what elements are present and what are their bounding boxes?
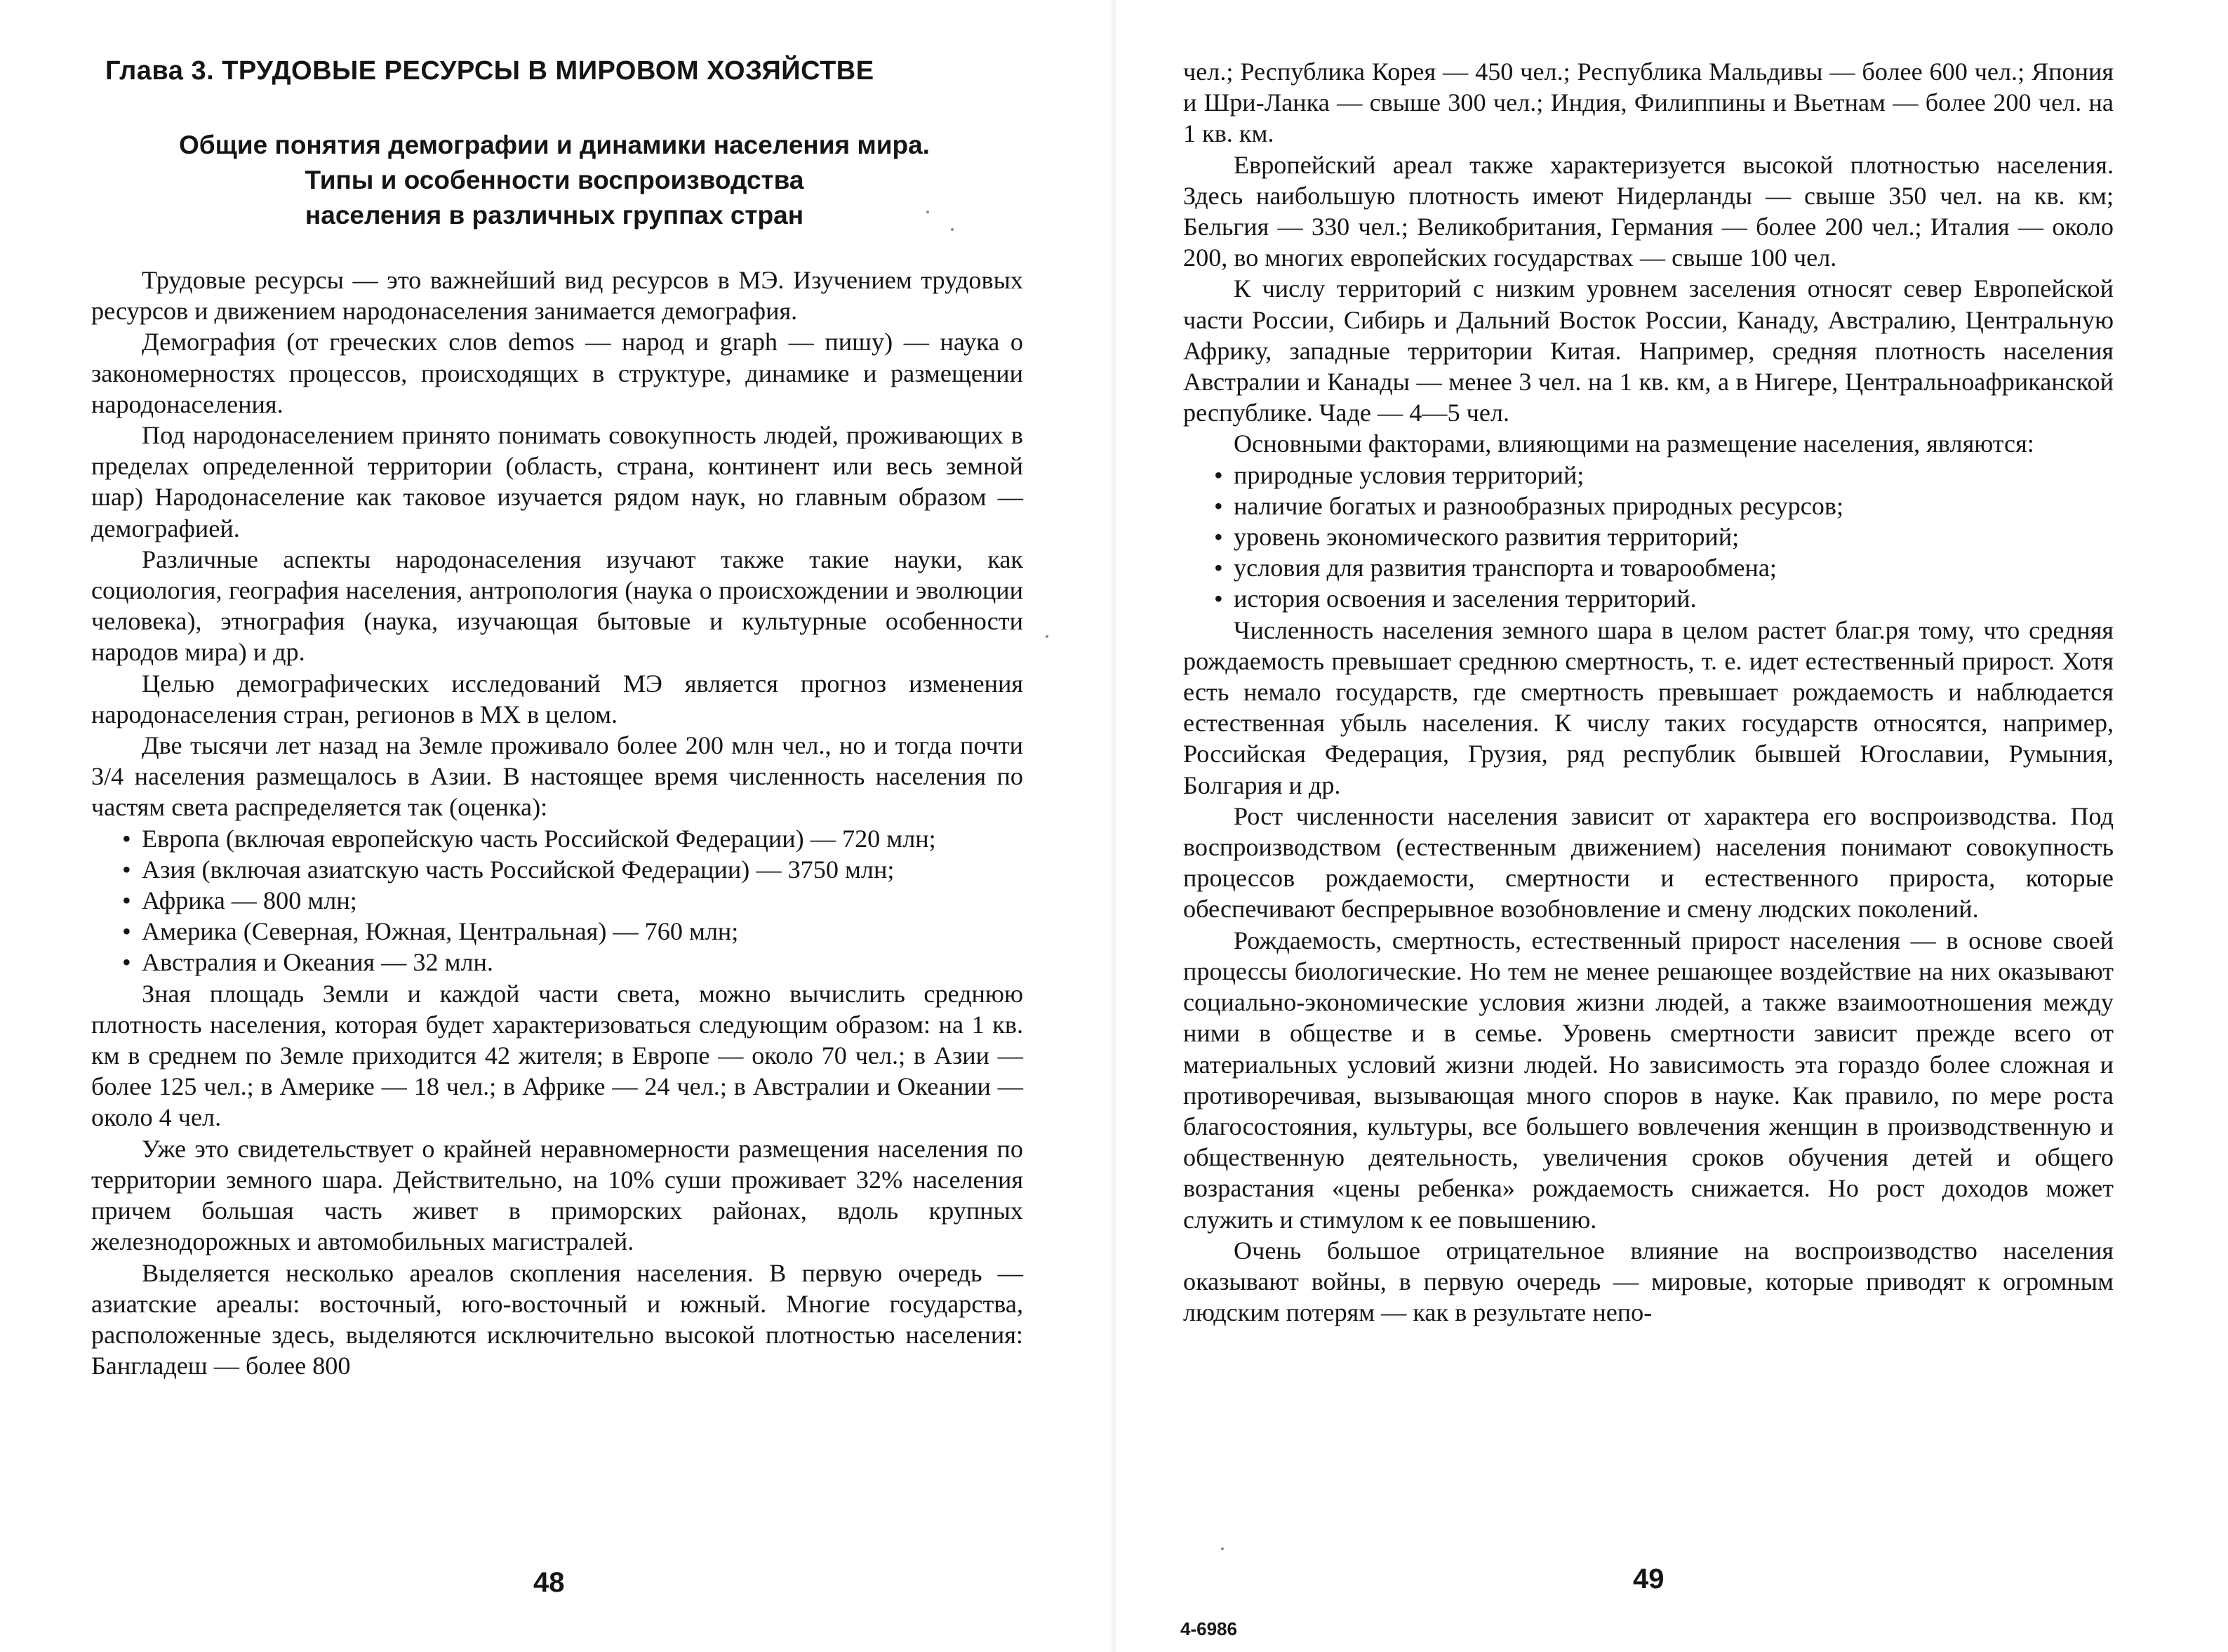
paragraph: Очень большое отрицательное влияние на воспроизводство населения оказывают войны, в первую очередь — мировые, которые приводят к огромным людским потерям — как в результате непо- [1183, 1236, 2114, 1327]
scan-speck [1046, 635, 1048, 638]
bullet-icon: • [122, 948, 131, 977]
scan-speck [926, 211, 929, 213]
list-item: • история освоения и заселения территорий. [1183, 583, 2114, 614]
list-item: • Азия (включая азиатскую часть Российской Федерации) — 3750 млн; [91, 854, 1023, 885]
section-title-line: населения в различных группах стран [305, 201, 804, 229]
population-by-region-list [91, 823, 1023, 978]
scan-speck [951, 228, 954, 231]
section-title-line: Общие понятия демографии и динамики населения мира. [179, 131, 930, 159]
paragraph: Численность населения земного шара в целом растет благ.ря тому, что средняя рождаемость превышает среднюю смертность, т. е. идет естественный прирост. Хотя есть немало государств, где смертность превышает рождаемость и наблюдается естественная убыль населения. К числу таких государств относятся, например, Российская Федерация, Грузия, ряд республик бывшей Югославии, Румыния, Болгария и др. [1183, 615, 2114, 799]
paragraph: Различные аспекты народонаселения изучают также такие науки, как социология, география населения, антропология (наука о происхождении и эволюции человека), этнография (наука, изучающая бытовые и культурные особенности народов мира) и др. [91, 545, 1023, 667]
paragraph: Под народонаселением принято понимать совокупность людей, проживающих в пределах определенной территории (область, страна, континент или весь земной шар) Народонаселение как таковое изучается рядом наук, но главным образом — демографией. [91, 421, 1023, 542]
paragraph-continuation: чел.; Республика Корея — 450 чел.; Республика Мальдивы — более 600 чел.; Япония и Шри-Ланка — свыше 300 чел.; Индия, Филиппины и Вьетнам — более 200 чел. на 1 кв. км. [1183, 58, 2114, 148]
bullet-icon: • [1214, 460, 1223, 489]
paragraph: К числу территорий с низким уровнем заселения относят север Европейской части России, Сибирь и Дальний Восток России, Канаду, Австралию, Центральную Африку, западные территории Китая. Например, средняя плотность населения Австралии и Канады — менее 3 чел. на 1 кв. км, а в Нигере, Центральноафриканской республике. Чаде — 4—5 чел. [1183, 274, 2114, 427]
paragraph: Две тысячи лет назад на Земле проживало более 200 млн чел., но и тогда почти 3/4 населения размещалось в Азии. В настоящее время численность населения по частям света распределяется так (оценка): [91, 731, 1023, 822]
bullet-icon: • [122, 824, 131, 853]
section-title-line: Типы и особенности воспроизводства [305, 166, 804, 194]
list-item: • Африка — 800 млн; [91, 885, 1023, 916]
left-text-column [91, 265, 1023, 1381]
paragraph: Демография (от греческих слов demos — народ и graph — пишу) — наука о закономерностях процессов, происходящих в структуре, динамике и размещении народонаселения. [91, 328, 1023, 418]
list-item: • условия для развития транспорта и товарообмена; [1183, 552, 2114, 583]
paragraph: Европейский ареал также характеризуется высокой плотностью населения. Здесь наибольшую плотность имеют Нидерланды — свыше 350 чел. на кв. км; Бельгия — 330 чел.; Великобритания, Германия — более 200 чел.; Италия — около 200, во многих европейских государствах — свыше 100 чел. [1183, 150, 2114, 272]
list-item: • Австралия и Океания — 32 млн. [91, 947, 1023, 978]
page-number: 48 [533, 1567, 565, 1598]
paragraph: Основными факторами, влияющими на размещение населения, являются: [1234, 429, 2034, 458]
chapter-title: Глава 3. ТРУДОВЫЕ РЕСУРСЫ В МИРОВОМ ХОЗЯЙСТВЕ [105, 56, 874, 86]
right-text-column [1183, 56, 2114, 1328]
bullet-icon: • [1214, 491, 1223, 520]
list-item: • уровень экономического развития территорий; [1183, 521, 2114, 552]
placement-factors-list [1183, 460, 2114, 615]
paragraph: Целью демографических исследований МЭ является прогноз изменения народонаселения стран, регионов в МХ в целом. [91, 669, 1023, 728]
bullet-icon: • [1214, 523, 1223, 552]
paragraph: Уже это свидетельствует о крайней неравномерности размещения населения по территории земного шара. Действительно, на 10% суши проживает 32% населения причем большая часть живет в приморских районах, вдоль крупных железнодорожных и автомобильных магистралей. [91, 1134, 1023, 1256]
printer-signature: 4-6986 [1180, 1618, 1237, 1639]
list-item: • Америка (Северная, Южная, Центральная) — 760 млн; [91, 916, 1023, 947]
list-item: • природные условия территорий; [1183, 460, 2114, 491]
bullet-icon: • [1214, 554, 1223, 582]
right-page [1114, 0, 2228, 1652]
bullet-icon: • [122, 855, 131, 884]
paragraph: Рост численности населения зависит от характера его воспроизводства. Под воспроизводством (естественным движением) населения понимают совокупность процессов рождаемости, смертности и естественного прироста, которые обеспечивают беспрерывное возобновление и смену людских поколений. [1183, 801, 2114, 924]
paragraph: Зная площадь Земли и каждой части света, можно вычислить среднюю плотность населения, которая будет характеризоваться следующим образом: на 1 кв. км в среднем по Земле приходится 42 жителя; в Европе — около 70 чел.; в Азии — более 125 чел.; в Америке — 18 чел.; в Африке — 24 чел.; в Австралии и Океании — около 4 чел. [91, 979, 1023, 1132]
section-title [77, 128, 1032, 233]
bullet-icon: • [122, 917, 131, 946]
list-item: • наличие богатых и разнообразных природных ресурсов; [1183, 491, 2114, 521]
bullet-icon: • [122, 886, 131, 915]
paragraph: Рождаемость, смертность, естественный прирост населения — в основе своей процессы биологические. Но тем не менее решающее воздействие на них оказывают социально-экономические условия жизни людей, а также взаимоотношения между ними в обществе и в семье. Уровень смертности зависит прежде всего от материальных условий жизни людей. Но зависимость эта гораздо более сложная и противоречивая, вызывающая много споров в науке. Как правило, по мере роста благосостояния, культуры, все большего вовлечения женщин в производственную и общественную деятельность, увеличения сроков обучения детей и общего возрастания «цены ребенка» рождаемость снижается. Но рост доходов может служить и стимулом к ее повышению. [1183, 926, 2114, 1234]
scan-speck [1221, 1547, 1224, 1550]
list-item: • Европа (включая европейскую часть Российской Федерации) — 720 млн; [91, 823, 1023, 854]
paragraph: Выделяется несколько ареалов скопления населения. В первую очередь — азиатские ареалы: восточный, юго-восточный и южный. Многие государства, расположенные здесь, выделяются исключительно высокой плотностью населения: Бангладеш — более 800 [91, 1258, 1023, 1380]
page-number: 49 [1633, 1564, 1665, 1594]
paragraph: Трудовые ресурсы — это важнейший вид ресурсов в МЭ. Изучением трудовых ресурсов и движением народонаселения занимается демография. [91, 266, 1023, 326]
bullet-icon: • [1214, 585, 1223, 613]
